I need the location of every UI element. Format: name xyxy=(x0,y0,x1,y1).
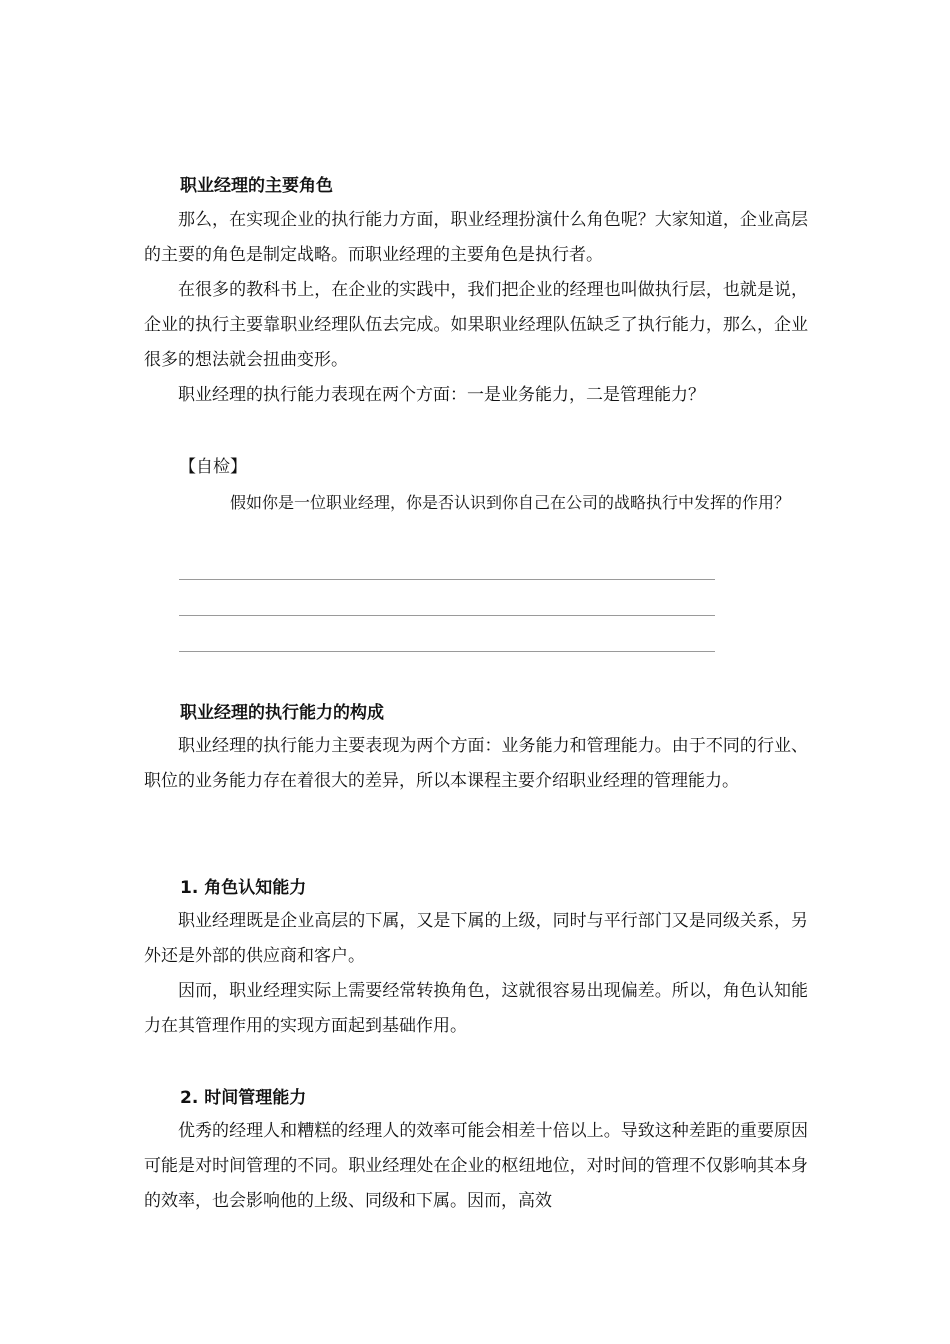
section-heading-role-cognition: 1. 角色认知能力 xyxy=(180,878,307,898)
paragraph: 那么，在实现企业的执行能力方面，职业经理扮演什么角色呢？大家知道，企业高层的主要的角色是制定战略。而职业经理的主要角色是执行者。 xyxy=(144,210,808,265)
answer-line[interactable] xyxy=(179,615,715,616)
section-heading-time-management: 2. 时间管理能力 xyxy=(180,1088,307,1108)
paragraph: 职业经理的执行能力主要表现为两个方面：业务能力和管理能力。由于不同的行业、职位的业务能力存在着很大的差异，所以本课程主要介绍职业经理的管理能力。 xyxy=(144,736,808,791)
self-check-title: 【自检】 xyxy=(179,457,247,477)
paragraph: 因而，职业经理实际上需要经常转换角色，这就很容易出现偏差。所以，角色认知能力在其管理作用的实现方面起到基础作用。 xyxy=(144,981,808,1036)
answer-line[interactable] xyxy=(179,651,715,652)
paragraph: 职业经理的执行能力表现在两个方面：一是业务能力，二是管理能力？ xyxy=(178,385,705,405)
paragraph: 优秀的经理人和糟糕的经理人的效率可能会相差十倍以上。导致这种差距的重要原因可能是对时间管理的不同。职业经理处在企业的枢纽地位，对时间的管理不仅影响其本身的效率，也会影响他的上级、同级和下属。因而，高效 xyxy=(144,1121,808,1211)
paragraph: 在很多的教科书上，在企业的实践中，我们把企业的经理也叫做执行层，也就是说，企业的执行主要靠职业经理队伍去完成。如果职业经理队伍缺乏了执行能力，那么，企业很多的想法就会扭曲变形。 xyxy=(144,280,808,370)
paragraph: 职业经理既是企业高层的下属，又是下属的上级，同时与平行部门又是同级关系，另外还是外部的供应商和客户。 xyxy=(144,911,808,966)
answer-line[interactable] xyxy=(179,579,715,580)
section-heading-main-role: 职业经理的主要角色 xyxy=(180,176,333,196)
section-heading-capability-structure: 职业经理的执行能力的构成 xyxy=(180,703,384,723)
self-check-question: 假如你是一位职业经理，你是否认识到你自己在公司的战略执行中发挥的作用？ xyxy=(230,493,791,512)
